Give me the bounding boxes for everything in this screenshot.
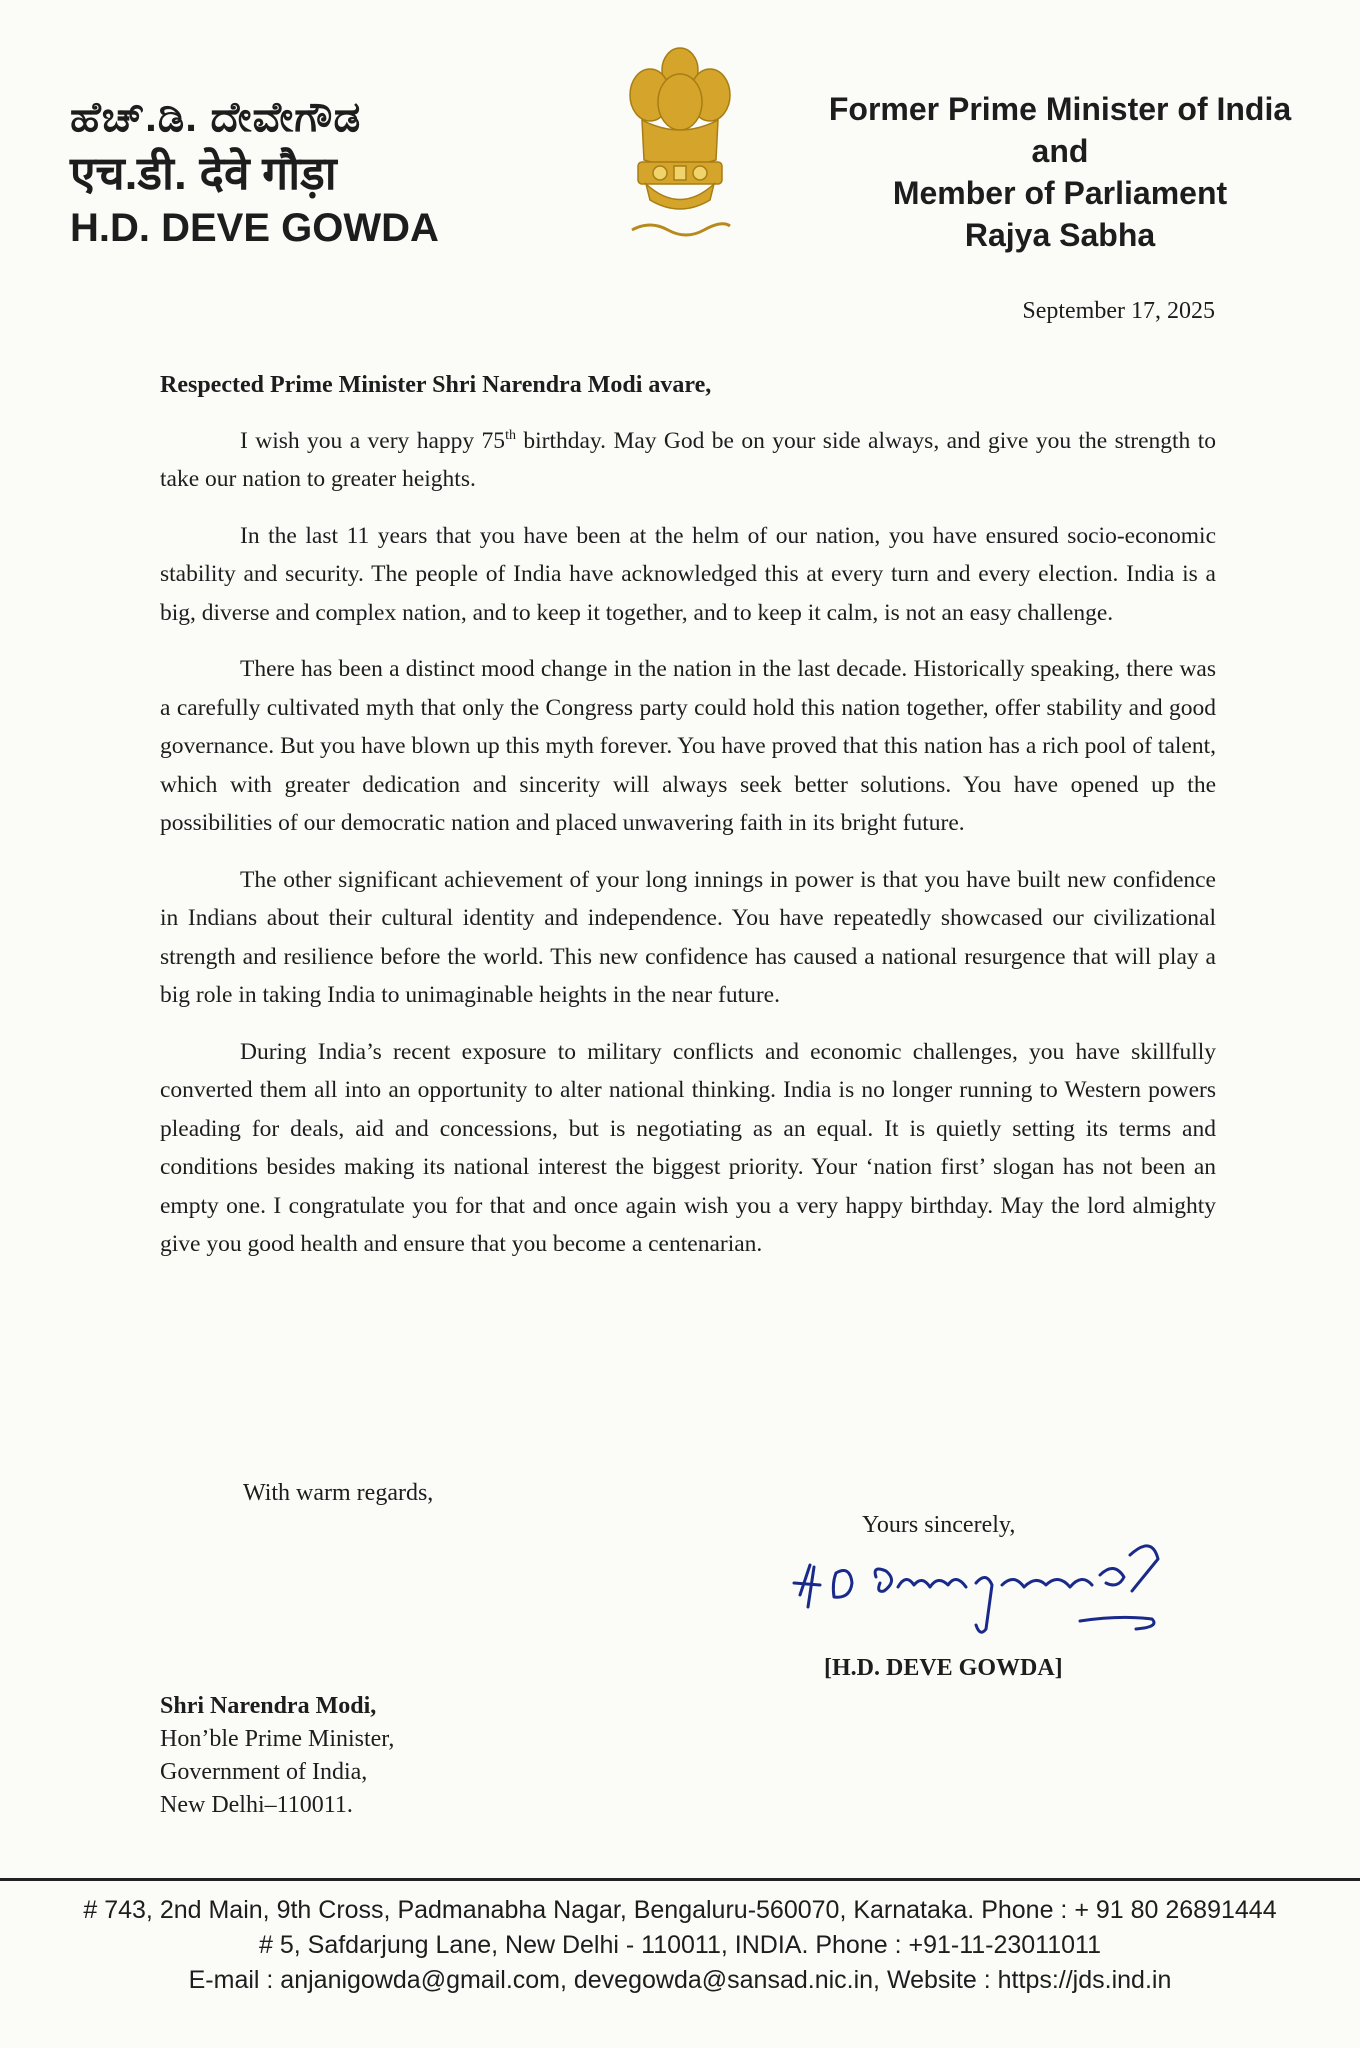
footer-line: E-mail : anjanigowda@gmail.com, devegowda@sansad.nic.in, Website : https://jds.ind.in	[188, 1966, 1172, 1994]
paragraph-text: I wish you a very happy 75	[240, 427, 506, 454]
recipient-line: Hon’ble Prime Minister,	[160, 1726, 395, 1752]
paragraph-text: birthday. May God be on your side always, and give you the strength to take our nation to greater heights.	[160, 427, 1216, 493]
letterhead-name-block	[70, 92, 470, 252]
ordinal-suffix: th	[505, 428, 516, 443]
paragraph: There has been a distinct mood change in the nation in the last decade. Historically speaking, there was a carefully cultivated myth that only the Congress party could hold this nation together, offer stability and good governance. But you have blown up this myth forever. You have proved that this nation has a rich pool of talent, which with greater dedication and sincerity will always seek better solutions. You have opened up the possibilities of our democratic nation and placed unwavering faith in its bright future.	[160, 656, 1216, 837]
title-line: Former Prime Minister of India	[828, 91, 1292, 127]
title-line: Rajya Sabha	[964, 217, 1156, 253]
footer-divider	[0, 1878, 1360, 1881]
letterhead-title-block	[780, 88, 1340, 256]
paragraph	[160, 417, 1216, 499]
name-kannada: ಹೆಚ್.ಡಿ. ದೇವೇಗೌಡ	[70, 93, 362, 140]
letter-date: September 17, 2025	[1022, 298, 1215, 324]
title-line: and	[1031, 133, 1089, 169]
signatory-name: [H.D. DEVE GOWDA]	[824, 1655, 1063, 1681]
paragraph: In the last 11 years that you have been at the helm of our nation, you have ensured socio-economic stability and security. The people of India have acknowledged this at every turn and every election. India is a big, diverse and complex nation, and to keep it together, and to keep it calm, is not an easy challenge.	[160, 522, 1216, 626]
page-edge-shadow	[0, 2030, 1360, 2048]
footer-line: # 5, Safdarjung Lane, New Delhi - 110011, INDIA. Phone : +91-11-23011011	[259, 1931, 1101, 1959]
name-english: H.D. DEVE GOWDA	[70, 206, 439, 250]
salutation: Respected Prime Minister Shri Narendra Modi avare,	[160, 372, 712, 398]
closing-regards: With warm regards,	[243, 1480, 434, 1506]
recipient-line: Government of India,	[160, 1759, 368, 1785]
letter-body	[160, 372, 1216, 1282]
national-emblem-icon	[620, 40, 740, 250]
paragraph: The other significant achievement of your long innings in power is that you have built new confidence in Indians about their cultural identity and independence. You have repeatedly showcased our civilizational strength and resilience before the world. This new confidence has caused a national resurgence that will play a big role in taking India to unimaginable heights in the near future.	[160, 866, 1216, 1009]
paragraph: During India’s recent exposure to military conflicts and economic challenges, you have skillfully converted them all into an opportunity to alter national thinking. India is no longer running to Western powers pleading for deals, aid and concessions, but is negotiating as an equal. It is quietly setting its terms and conditions besides making its national interest the biggest priority. Your ‘nation first’ slogan has not been an empty one. I congratulate you for that and once again wish you a very happy birthday. May the lord almighty give you good health and ensure that you become a centenarian.	[160, 1038, 1216, 1258]
handwritten-signature	[780, 1525, 1240, 1655]
name-hindi: एच.डी. देवे गौड़ा	[70, 147, 337, 199]
recipient-name: Shri Narendra Modi,	[160, 1693, 377, 1719]
footer-address-block	[0, 1893, 1360, 1998]
title-line: Member of Parliament	[892, 175, 1228, 211]
recipient-address	[160, 1690, 394, 1822]
footer-line: # 743, 2nd Main, 9th Cross, Padmanabha Nagar, Bengaluru-560070, Karnataka. Phone : + 91 80 26891444	[83, 1896, 1277, 1924]
sign-off: Yours sincerely,	[862, 1512, 1016, 1538]
recipient-line: New Delhi–110011.	[160, 1792, 353, 1818]
